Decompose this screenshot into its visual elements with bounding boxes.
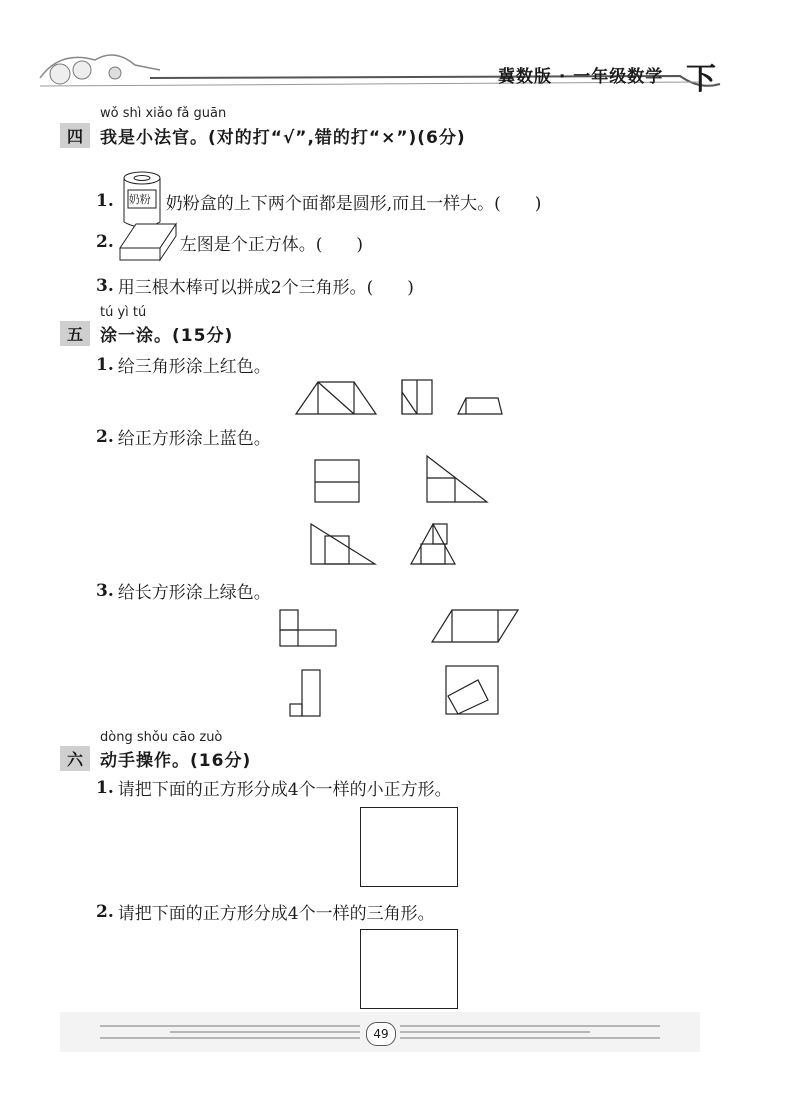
s4-q3-number: 3.	[96, 275, 114, 296]
s4-question-2	[96, 218, 363, 266]
section4-title: 我是小法官。(对的打“√”,错的打“×”)(6分)	[100, 128, 466, 148]
rectangle-coloring-figures	[272, 602, 522, 722]
s5-q2-number: 2.	[96, 426, 114, 447]
s6-q2-number: 2.	[96, 901, 114, 922]
square-coloring-figures	[305, 452, 495, 572]
s6-q1-text: 请把下面的正方形分成4个一样的小正方形。	[117, 780, 452, 800]
page-number: 49	[366, 1022, 396, 1046]
divide-square-1[interactable]	[360, 807, 458, 887]
section6-heading	[60, 746, 251, 771]
section6-number: 六	[60, 746, 90, 771]
s5-q3-text: 给长方形涂上绿色。	[117, 583, 271, 603]
s4-question-3	[96, 273, 414, 298]
s5-q1-text: 给三角形涂上红色。	[117, 357, 271, 377]
s6-q2-text: 请把下面的正方形分成4个一样的三角形。	[117, 904, 435, 924]
s5-question-2	[96, 424, 271, 449]
section5-pinyin: tú yì tú	[100, 305, 147, 320]
s5-q1-number: 1.	[96, 354, 114, 375]
s5-q3-number: 3.	[96, 580, 114, 601]
section5-title: 涂一涂。(15分)	[100, 326, 234, 346]
section4-pinyin: wǒ shì xiǎo fǎ guān	[100, 106, 227, 121]
series-brand: 冀数版 · 一年级数学	[498, 67, 664, 87]
s6-q1-number: 1.	[96, 777, 114, 798]
s6-question-1	[96, 775, 452, 800]
volume-mark: 下	[686, 62, 716, 97]
s4-q3-text: 用三根木棒可以拼成2个三角形。( )	[117, 278, 414, 298]
s4-q2-number: 2.	[96, 232, 114, 252]
s5-q2-text: 给正方形涂上蓝色。	[117, 429, 271, 449]
section5-heading	[60, 321, 233, 346]
s5-question-1	[96, 352, 271, 377]
section5-number: 五	[60, 321, 90, 346]
s4-q2-text: 左图是个正方体。( )	[179, 234, 364, 255]
section6-title: 动手操作。(16分)	[100, 751, 252, 771]
s5-question-3	[96, 578, 271, 603]
triangle-coloring-figures	[290, 378, 510, 418]
header-banner	[0, 40, 800, 110]
section6-pinyin: dòng shǒu cāo zuò	[100, 730, 223, 745]
s4-q1-number: 1.	[96, 191, 114, 211]
divide-square-2[interactable]	[360, 929, 458, 1009]
can-label: 奶粉	[128, 193, 151, 206]
section4-number: 四	[60, 123, 90, 148]
cuboid-figure	[118, 218, 180, 266]
section4-heading	[60, 123, 466, 148]
s4-q1-text: 奶粉盒的上下两个面都是圆形,而且一样大。( )	[165, 193, 542, 214]
s6-question-2	[96, 899, 435, 924]
